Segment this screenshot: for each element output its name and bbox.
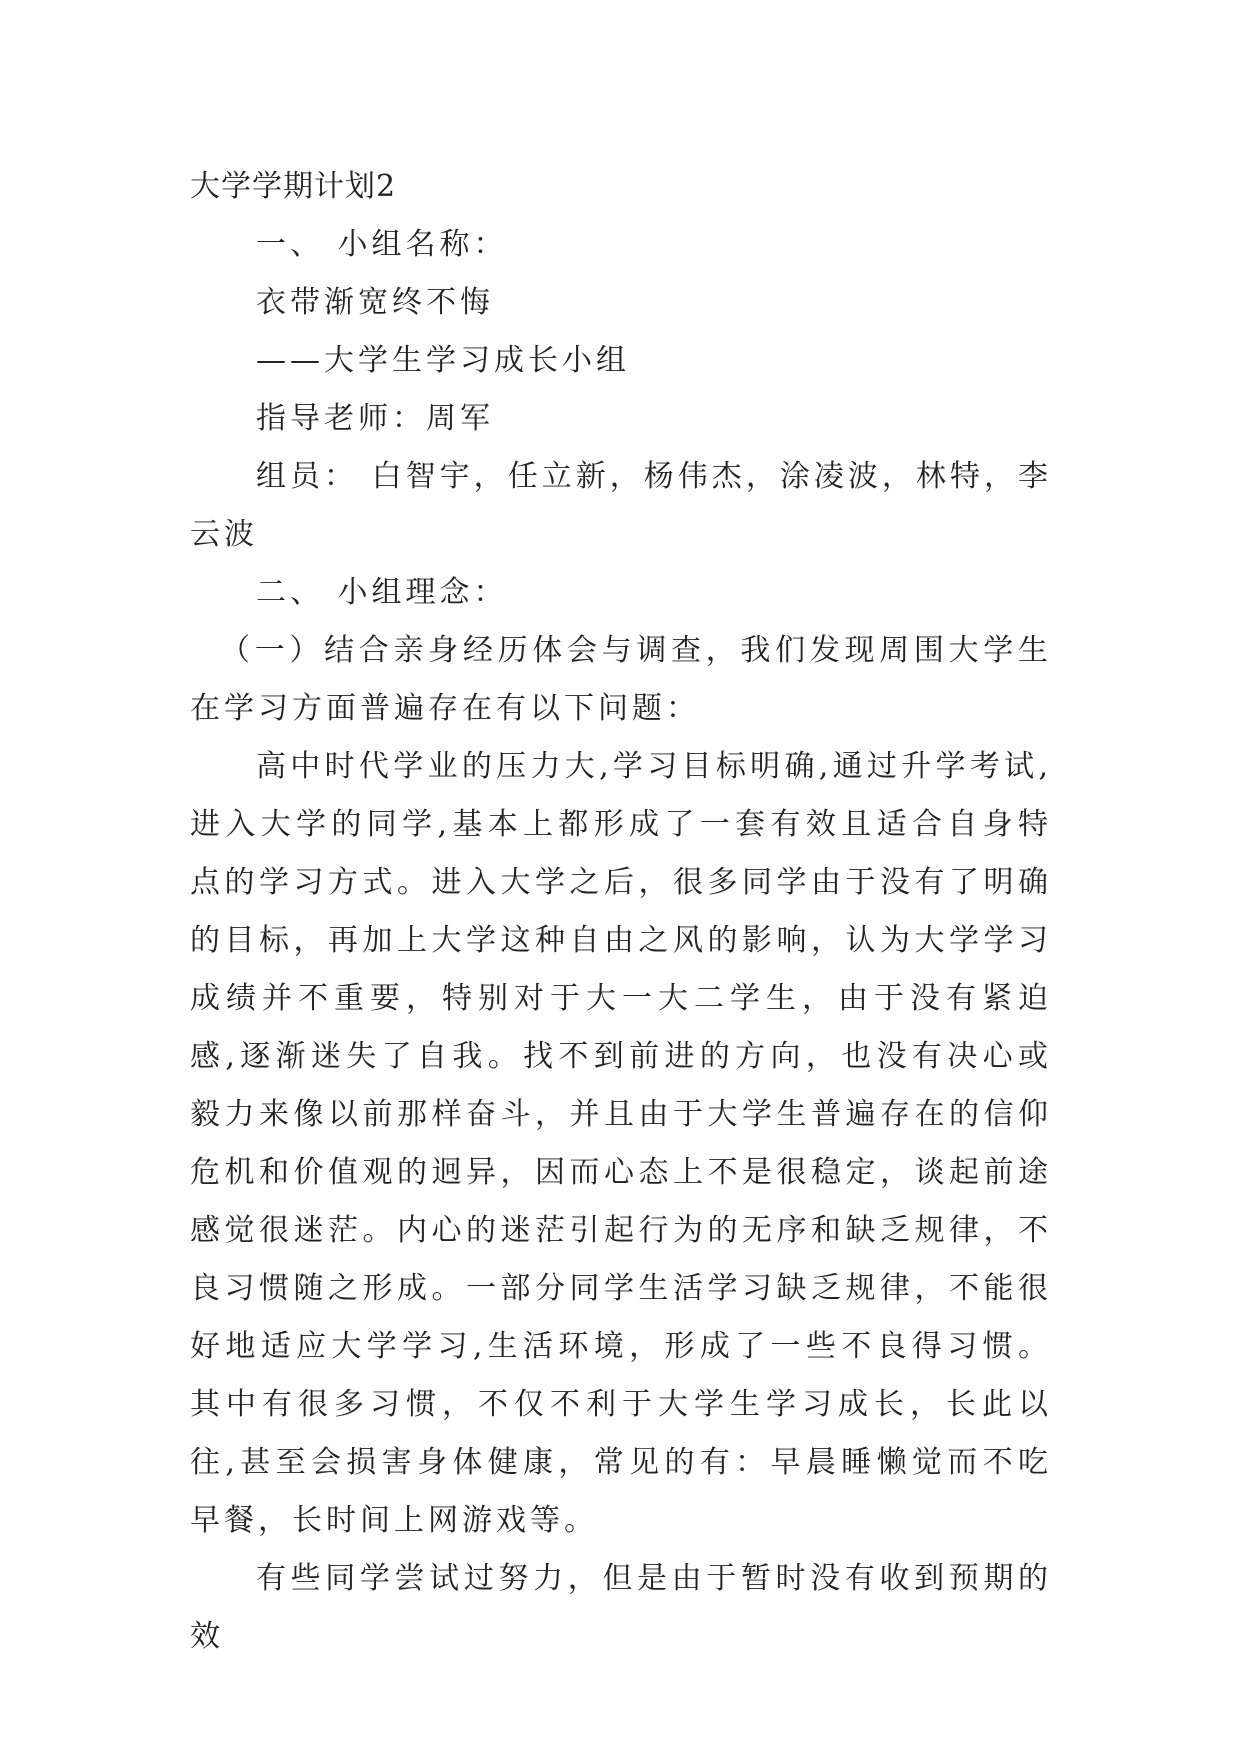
body-paragraph-2: 有些同学尝试过努力，但是由于暂时没有收到预期的效 [190,1561,1052,1654]
document-title: 大学学期计划2 [190,169,397,204]
point-one: （一）结合亲身经历体会与调查，我们发现周围大学生在学习方面普遍存在有以下问题： [190,633,1052,726]
advisor-line: 指导老师：周军 [256,401,494,436]
group-subtitle: ——大学生学习成长小组 [256,343,630,378]
body-paragraph-1: 高中时代学业的压力大,学习目标明确,通过升学考试,进入大学的同学,基本上都形成了一套有效且适合自身特点的学习方式。进入大学之后，很多同学由于没有了明确的目标，再加上大学这种自由之风的影响，认为大学学习成绩并不重要，特别对于大一大二学生，由于没有紧迫感,逐渐迷失了自我。找不到前进的方向，也没有决心或毅力来像以前那样奋斗，并且由于大学生普遍存在的信仰危机和价值观的迥异，因而心态上不是很稳定，谈起前途感觉很迷茫。内心的迷茫引起行为的无序和缺乏规律，不良习惯随之形成。一部分同学生活学习缺乏规律，不能很好地适应大学学习,生活环境，形成了一些不良得习惯。其中有很多习惯，不仅不利于大学生学习成长，长此以往,甚至会损害身体健康，常见的有：早晨睡懒觉而不吃早餐，长时间上网游戏等。 [190,749,1052,1538]
document-body [190,158,1052,1666]
group-name: 衣带渐宽终不悔 [256,285,494,320]
section-heading-group-name: 一、 小组名称： [256,227,508,262]
section-heading-group-concept: 二、 小组理念： [256,575,508,610]
members-line: 组员： 白智宇，任立新，杨伟杰，涂凌波，林特，李云波 [190,459,1052,552]
